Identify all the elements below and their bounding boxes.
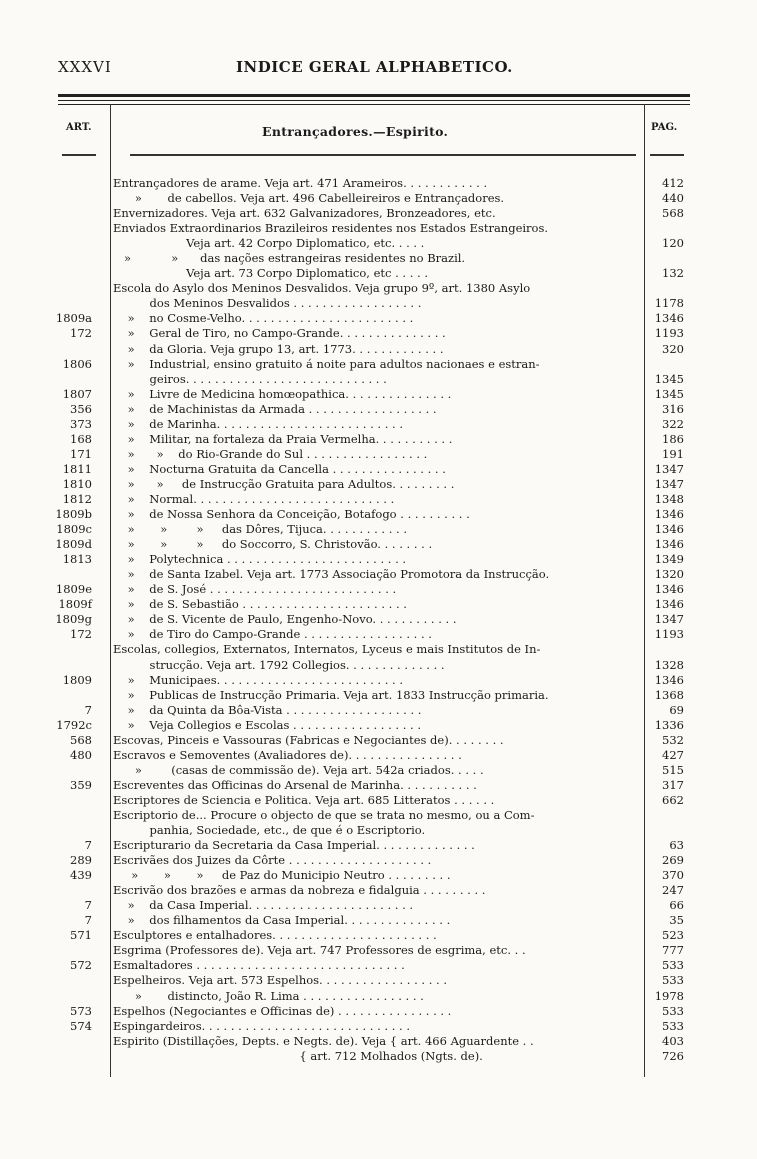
entry-text: » da Quinta da Bôa-Vista . . . . . . . . . . . . . . . . . . .: [113, 702, 422, 717]
entry-page-number: 1193: [654, 627, 684, 642]
entry-text: Enviados Extraordinarios Brazileiros residentes nos Estados Estrangeiros.: [113, 221, 549, 236]
column-header-art: ART.: [66, 122, 92, 133]
index-entry: [0, 943, 757, 958]
entry-page-number: 1345: [654, 371, 684, 386]
index-entry: [0, 823, 757, 838]
entry-page-number: 1346: [654, 537, 684, 552]
entry-article-number: 568: [70, 732, 92, 747]
header-rule-thin: [58, 100, 690, 101]
entry-article-number: 7: [84, 898, 92, 913]
entry-page-number: 1178: [654, 296, 684, 311]
entry-page-number: 1346: [654, 522, 684, 537]
entry-text: Escrivães dos Juizes da Côrte . . . . . . . . . . . . . . . . . . . .: [113, 853, 432, 868]
index-entry: [0, 357, 757, 372]
entry-article-number: 439: [70, 868, 92, 883]
index-entry: [0, 973, 757, 988]
entry-text: » » do Rio-Grande do Sul . . . . . . . . . . . . . . . . .: [113, 446, 428, 461]
entry-article-number: 1809e: [55, 582, 92, 597]
entry-article-number: 574: [70, 1018, 92, 1033]
index-entry: [0, 251, 757, 266]
entry-page-number: 568: [662, 206, 684, 221]
entry-text: » » das nações estrangeiras residentes no Brazil.: [113, 251, 466, 266]
page-number: XXXVI: [58, 58, 112, 76]
index-entry: [0, 703, 757, 718]
entry-article-number: 572: [70, 958, 92, 973]
index-entry: [0, 582, 757, 597]
index-entry: [0, 627, 757, 642]
art-column-underline: [62, 154, 96, 156]
entry-text: Escolas, collegios, Externatos, Internatos, Lyceus e mais Institutos de In-: [113, 642, 541, 657]
entry-page-number: 1347: [654, 461, 684, 476]
entry-text: Espingardeiros. . . . . . . . . . . . . . . . . . . . . . . . . . . . .: [113, 1018, 410, 1033]
entry-text: » de S. Vicente de Paulo, Engenho-Novo. . . . . . . . . . . .: [113, 612, 457, 627]
entry-text: Espirito (Distillações, Depts. e Negts. de). Veja { art. 466 Aguardente . .: [113, 1033, 534, 1048]
section-title: Entrançadores.—Espirito.: [262, 124, 449, 139]
entry-article-number: 171: [70, 446, 92, 461]
entry-text: Espelheiros. Veja art. 573 Espelhos. . . . . . . . . . . . . . . . . .: [113, 973, 448, 988]
entry-page-number: 1348: [654, 491, 684, 506]
entry-article-number: 1806: [62, 356, 92, 371]
index-entry: [0, 1049, 757, 1064]
entry-text: Escola do Asylo dos Meninos Desvalidos. Veja grupo 9º, art. 1380 Asylo: [113, 281, 531, 296]
entry-text: panhia, Sociedade, etc., de que é o Escriptorio.: [113, 823, 426, 838]
entry-text: » Livre de Medicina homœopathica. . . . . . . . . . . . . . .: [113, 386, 452, 401]
entry-text: » (casas de commissão de). Veja art. 542a criados. . . . .: [113, 762, 484, 777]
entry-text: » no Cosme-Velho. . . . . . . . . . . . . . . . . . . . . . . .: [113, 311, 414, 326]
index-entry: [0, 537, 757, 552]
index-entry: [0, 477, 757, 492]
entry-page-number: 1345: [654, 386, 684, 401]
entry-article-number: 1809f: [58, 597, 92, 612]
entry-article-number: 1813: [62, 552, 92, 567]
index-entry: [0, 176, 757, 191]
entry-page-number: 120: [662, 236, 684, 251]
entry-text: » Polytechnica . . . . . . . . . . . . . . . . . . . . . . . . .: [113, 552, 407, 567]
entry-text: Escriptores de Sciencia e Politica. Veja art. 685 Litteratos . . . . . .: [113, 792, 495, 807]
entry-article-number: 172: [70, 627, 92, 642]
entry-page-number: 269: [662, 853, 684, 868]
entry-article-number: 1810: [62, 476, 92, 491]
entry-text: Esmaltadores . . . . . . . . . . . . . . . . . . . . . . . . . . . . .: [113, 958, 405, 973]
entry-text: » Industrial, ensino gratuito á noite para adultos nacionaes e estran-: [113, 356, 540, 371]
entry-page-number: 370: [662, 868, 684, 883]
index-entry: [0, 387, 757, 402]
entry-article-number: 1807: [62, 386, 92, 401]
entry-text: » de Machinistas da Armada . . . . . . . . . . . . . . . . . .: [113, 401, 437, 416]
entry-text: » » » do Soccorro, S. Christovão. . . . . . . .: [113, 537, 433, 552]
header-rule-thick: [58, 94, 690, 97]
entry-article-number: 571: [70, 928, 92, 943]
index-entries: [0, 176, 757, 1064]
entry-text: » de Nossa Senhora da Conceição, Botafogo . . . . . . . . . .: [113, 507, 470, 522]
entry-text: » Veja Collegios e Escolas . . . . . . . . . . . . . . . . . .: [113, 717, 421, 732]
entry-article-number: 1809b: [55, 507, 92, 522]
entry-page-number: 1346: [654, 507, 684, 522]
entry-text: » dos filhamentos da Casa Imperial. . . . . . . . . . . . . . .: [113, 913, 451, 928]
index-entry: [0, 612, 757, 627]
page-title: INDICE GERAL ALPHABETICO.: [236, 58, 513, 76]
entry-page-number: 1368: [654, 687, 684, 702]
entry-article-number: 573: [70, 1003, 92, 1018]
entry-article-number: 1812: [62, 491, 92, 506]
entry-text: » » de Instrucção Gratuita para Adultos. . . . . . . . .: [113, 476, 455, 491]
entry-article-number: 7: [84, 913, 92, 928]
entry-page-number: 777: [662, 943, 684, 958]
index-entry: [0, 507, 757, 522]
index-entry: [0, 673, 757, 688]
entry-article-number: 373: [70, 416, 92, 431]
entry-page-number: 532: [662, 732, 684, 747]
entry-article-number: 359: [70, 777, 92, 792]
entry-page-number: 320: [662, 341, 684, 356]
index-entry: [0, 688, 757, 703]
index-entry: [0, 522, 757, 537]
entry-text: » distincto, João R. Lima . . . . . . . . . . . . . . . . .: [113, 988, 424, 1003]
entry-text: Veja art. 42 Corpo Diplomatico, etc. . . . .: [113, 236, 425, 251]
index-entry: [0, 266, 757, 281]
entry-text: Esculptores e entalhadores. . . . . . . . . . . . . . . . . . . . . . .: [113, 928, 437, 943]
index-entry: [0, 718, 757, 733]
entry-page-number: 1346: [654, 597, 684, 612]
entry-page-number: 1978: [654, 988, 684, 1003]
entry-page-number: 247: [662, 883, 684, 898]
entry-text: Esgrima (Professores de). Veja art. 747 Professores de esgrima, etc. . .: [113, 943, 526, 958]
entry-text: Entrançadores de arame. Veja art. 471 Arameiros. . . . . . . . . . . .: [113, 176, 488, 190]
entry-text: » Nocturna Gratuita da Cancella . . . . . . . . . . . . . . . .: [113, 461, 446, 476]
entry-page-number: 69: [669, 702, 684, 717]
index-entry: [0, 898, 757, 913]
index-entry: [0, 793, 757, 808]
entry-article-number: 7: [84, 838, 92, 853]
column-header-pag: PAG.: [651, 122, 678, 133]
entry-text: » de S. José . . . . . . . . . . . . . . . . . . . . . . . . . .: [113, 582, 397, 597]
entry-page-number: 533: [662, 973, 684, 988]
entry-text: Escreventes das Officinas do Arsenal de Marinha. . . . . . . . . . .: [113, 777, 477, 792]
index-entry: [0, 883, 757, 898]
index-entry: [0, 342, 757, 357]
entry-article-number: 172: [70, 326, 92, 341]
index-entry: [0, 492, 757, 507]
index-entry: [0, 432, 757, 447]
index-entry: [0, 311, 757, 326]
entry-page-number: 1349: [654, 552, 684, 567]
index-entry: [0, 989, 757, 1004]
entry-text: Escripturario da Secretaria da Casa Imperial. . . . . . . . . . . . . .: [113, 838, 475, 853]
entry-text: Escravos e Semoventes (Avaliadores de). . . . . . . . . . . . . . . .: [113, 747, 462, 762]
entry-page-number: 132: [662, 266, 684, 281]
index-entry: [0, 733, 757, 748]
entry-article-number: 1811: [62, 461, 92, 476]
entry-text: Escrivão dos brazões e armas da nobreza e fidalguia . . . . . . . . .: [113, 883, 486, 898]
entry-page-number: 322: [662, 416, 684, 431]
index-entry: [0, 853, 757, 868]
entry-article-number: 356: [70, 401, 92, 416]
entry-text: » de S. Sebastião . . . . . . . . . . . . . . . . . . . . . . .: [113, 597, 407, 612]
entry-page-number: 1193: [654, 326, 684, 341]
pag-column-underline: [650, 154, 684, 156]
entry-text: » Geral de Tiro, no Campo-Grande. . . . . . . . . . . . . . .: [113, 326, 446, 341]
index-entry: [0, 281, 757, 296]
entry-text: » » » das Dôres, Tijuca. . . . . . . . . . . .: [113, 522, 407, 537]
entry-page-number: 1328: [654, 657, 684, 672]
entry-page-number: 403: [662, 1033, 684, 1048]
entry-article-number: 289: [70, 853, 92, 868]
entry-page-number: 1347: [654, 476, 684, 491]
entry-page-number: 1336: [654, 717, 684, 732]
entry-page-number: 412: [662, 176, 684, 190]
index-entry: [0, 191, 757, 206]
entry-article-number: 1792c: [56, 717, 92, 732]
index-entry: [0, 372, 757, 387]
entry-page-number: 317: [662, 777, 684, 792]
index-entry: [0, 1034, 757, 1049]
index-entry: [0, 597, 757, 612]
index-entry: [0, 778, 757, 793]
index-entry: [0, 868, 757, 883]
entry-text: » Militar, na fortaleza da Praia Vermelha. . . . . . . . . . .: [113, 431, 453, 446]
entry-article-number: 7: [84, 702, 92, 717]
index-entry: [0, 763, 757, 778]
entry-page-number: 1346: [654, 672, 684, 687]
entry-page-number: 523: [662, 928, 684, 943]
index-entry: [0, 417, 757, 432]
entry-text: dos Meninos Desvalidos . . . . . . . . . . . . . . . . . .: [113, 296, 422, 311]
entry-text: Escovas, Pinceis e Vassouras (Fabricas e Negociantes de). . . . . . . .: [113, 732, 504, 747]
index-entry: [0, 808, 757, 823]
entry-page-number: 515: [662, 762, 684, 777]
entry-page-number: 533: [662, 958, 684, 973]
entry-text: » » » de Paz do Municipio Neutro . . . . . . . . .: [113, 868, 451, 883]
entry-page-number: 533: [662, 1003, 684, 1018]
entry-article-number: 168: [70, 431, 92, 446]
entry-page-number: 1347: [654, 612, 684, 627]
entry-article-number: 1809c: [56, 522, 92, 537]
entry-text: Veja art. 73 Corpo Diplomatico, etc . . . . .: [113, 266, 428, 281]
entry-page-number: 316: [662, 401, 684, 416]
entry-page-number: 35: [669, 913, 684, 928]
entry-text: geiros. . . . . . . . . . . . . . . . . . . . . . . . . . . .: [113, 371, 387, 386]
entry-page-number: 1346: [654, 311, 684, 326]
entry-page-number: 66: [669, 898, 684, 913]
index-entry: [0, 1004, 757, 1019]
entry-text: { art. 712 Molhados (Ngts. de).: [113, 1048, 483, 1063]
entry-text: » de Santa Izabel. Veja art. 1773 Associação Promotora da Instrucção.: [113, 567, 550, 582]
entry-page-number: 1346: [654, 582, 684, 597]
entry-text: » Normal. . . . . . . . . . . . . . . . . . . . . . . . . . . .: [113, 491, 395, 506]
index-entry: [0, 928, 757, 943]
entry-page-number: 440: [662, 191, 684, 206]
index-entry: [0, 567, 757, 582]
entry-page-number: 662: [662, 792, 684, 807]
entry-page-number: 1320: [654, 567, 684, 582]
index-entry: [0, 326, 757, 341]
entry-article-number: 1809g: [55, 612, 92, 627]
entry-page-number: 533: [662, 1018, 684, 1033]
index-entry: [0, 296, 757, 311]
entry-text: » Publicas de Instrucção Primaria. Veja art. 1833 Instrucção primaria.: [113, 687, 549, 702]
index-entry: [0, 658, 757, 673]
index-entry: [0, 402, 757, 417]
text-column-underline: [130, 154, 636, 156]
entry-article-number: 1809: [62, 672, 92, 687]
entry-text: Escriptorio de... Procure o objecto de que se trata no mesmo, ou a Com-: [113, 807, 535, 822]
entry-text: » de cabellos. Veja art. 496 Cabelleireiros e Entrançadores.: [113, 191, 505, 206]
header-rule-thin-2: [58, 104, 690, 105]
index-entry: [0, 552, 757, 567]
entry-text: strucção. Veja art. 1792 Collegios. . . . . . . . . . . . . .: [113, 657, 445, 672]
entry-article-number: 1809d: [55, 537, 92, 552]
index-entry: [0, 838, 757, 853]
entry-text: » da Casa Imperial. . . . . . . . . . . . . . . . . . . . . . .: [113, 898, 414, 913]
entry-text: » Municipaes. . . . . . . . . . . . . . . . . . . . . . . . . .: [113, 672, 404, 687]
index-entry: [0, 958, 757, 973]
index-entry: [0, 913, 757, 928]
entry-text: Envernizadores. Veja art. 632 Galvanizadores, Bronzeadores, etc.: [113, 206, 496, 221]
entry-article-number: 480: [70, 747, 92, 762]
entry-page-number: 186: [662, 431, 684, 446]
entry-page-number: 63: [669, 838, 684, 853]
entry-text: » de Marinha. . . . . . . . . . . . . . . . . . . . . . . . . .: [113, 416, 404, 431]
index-entry: [0, 462, 757, 477]
entry-text: » da Gloria. Veja grupo 13, art. 1773. . . . . . . . . . . . .: [113, 341, 444, 356]
index-entry: [0, 748, 757, 763]
index-entry: [0, 447, 757, 462]
index-entry: [0, 642, 757, 657]
entry-text: Espelhos (Negociantes e Officinas de) . . . . . . . . . . . . . . . .: [113, 1003, 452, 1018]
index-entry: [0, 206, 757, 221]
entry-page-number: 427: [662, 747, 684, 762]
index-entry: [0, 1019, 757, 1034]
index-entry: [0, 221, 757, 236]
entry-page-number: 191: [662, 446, 684, 461]
entry-article-number: 1809a: [55, 311, 92, 326]
index-entry: [0, 236, 757, 251]
entry-text: » de Tiro do Campo-Grande . . . . . . . . . . . . . . . . . .: [113, 627, 432, 642]
entry-page-number: 726: [662, 1048, 684, 1063]
